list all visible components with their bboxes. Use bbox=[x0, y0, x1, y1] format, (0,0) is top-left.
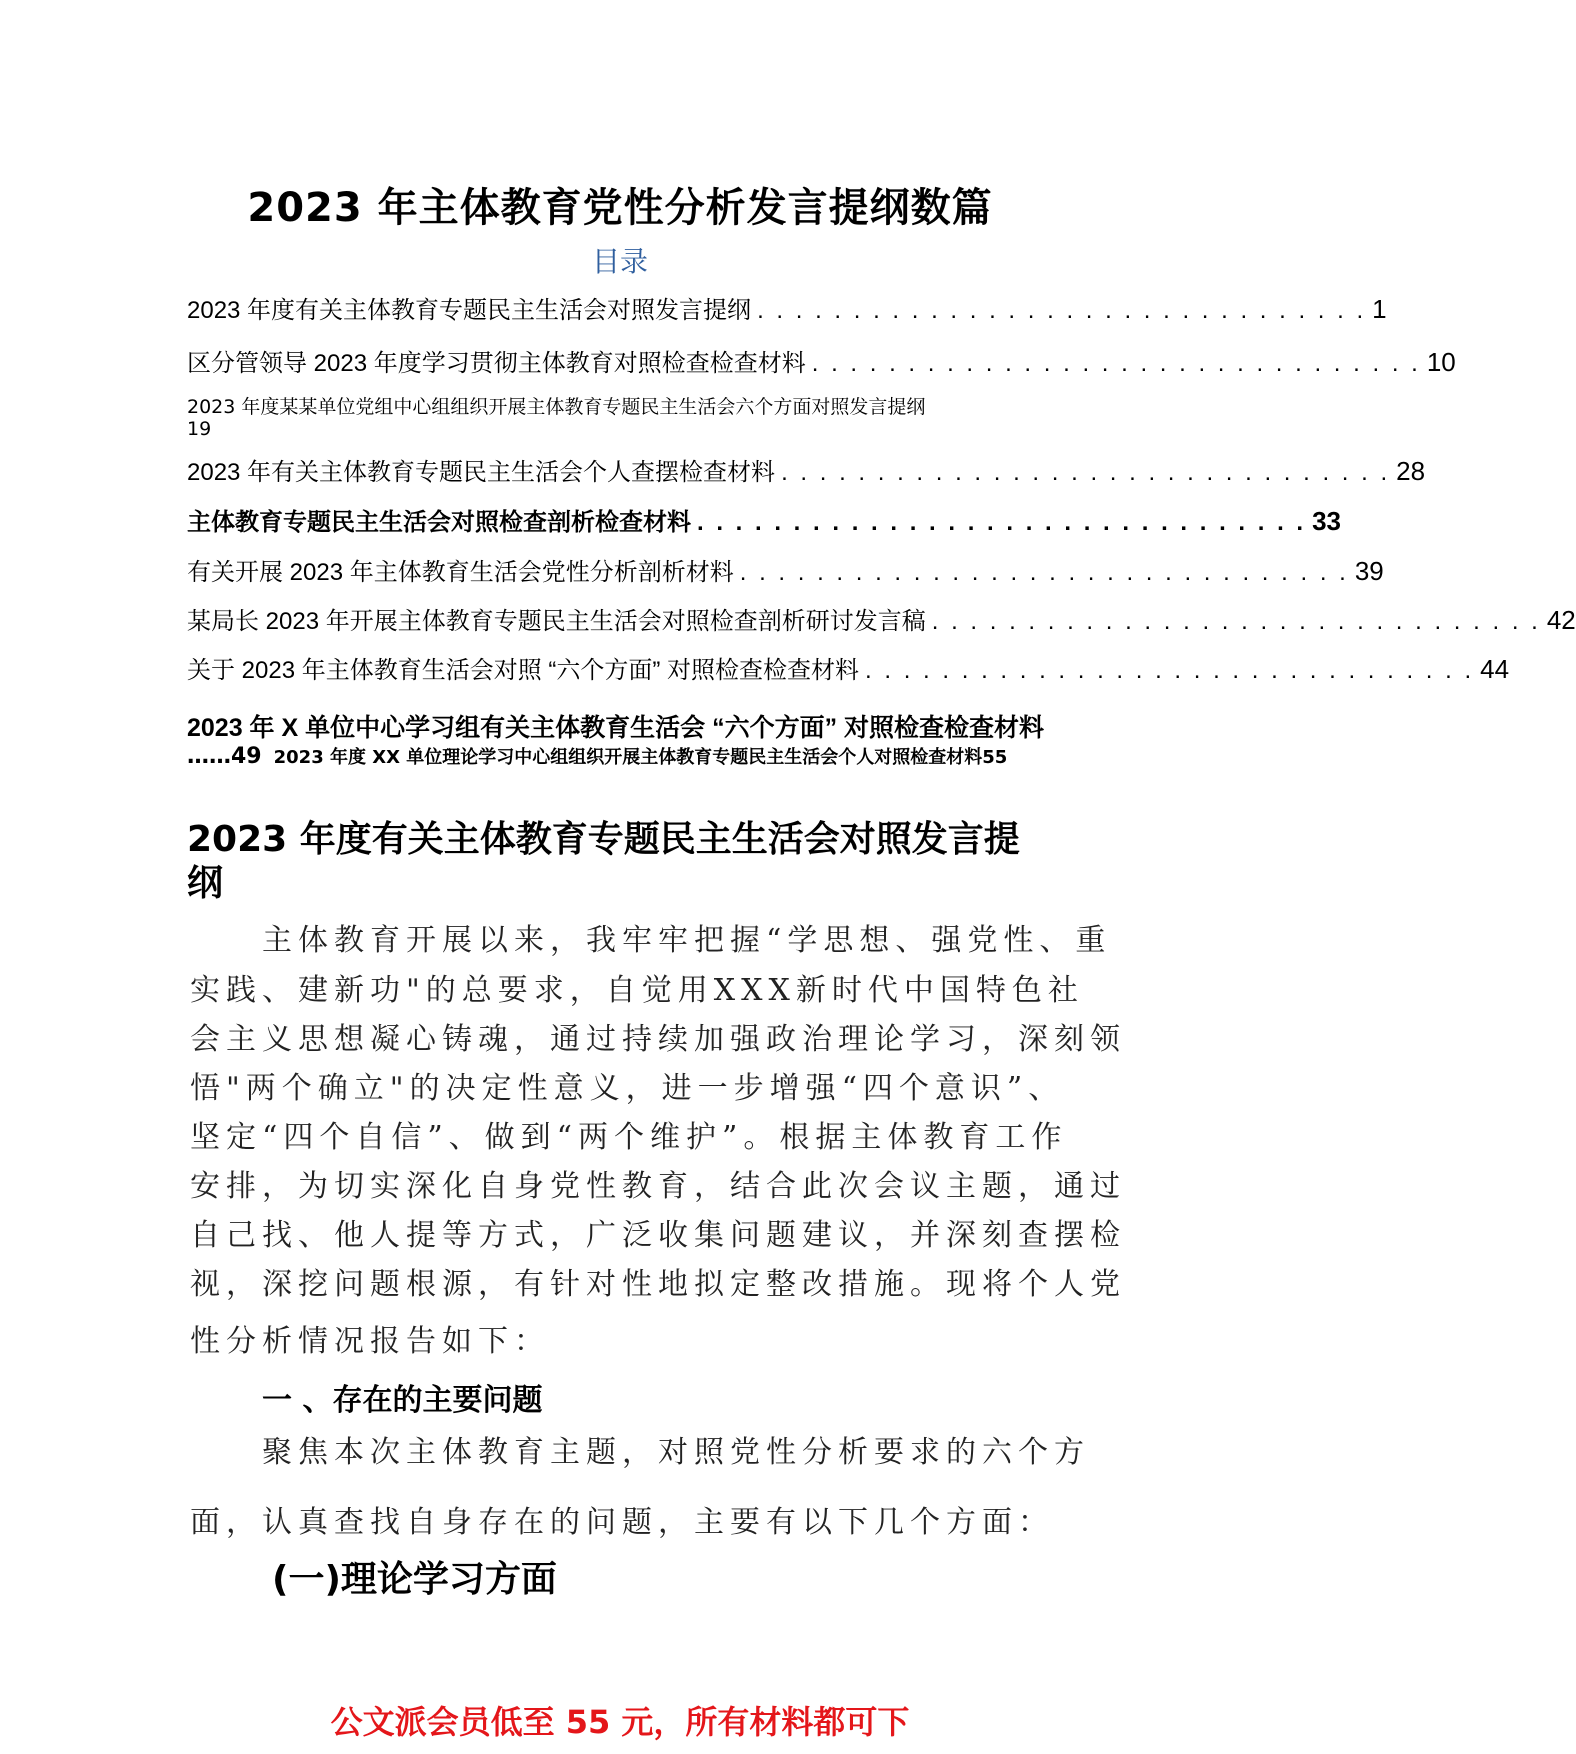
footer-advertisement[interactable]: 公文派会员低至 55 元，所有材料都可下 bbox=[330, 1703, 910, 1741]
toc-leader: . . . . . . . . . . . . . . . . . . . . . . . . . . . . . . . . bbox=[739, 559, 1349, 586]
toc-page-number: 28 bbox=[1396, 456, 1426, 486]
toc-entry[interactable] bbox=[187, 396, 1047, 440]
toc-entry[interactable] bbox=[187, 290, 1387, 325]
toc-entry-title: 主体教育专题民主生活会对照检查剖析检查材料 bbox=[187, 509, 691, 536]
toc-page-number: 39 bbox=[1354, 556, 1384, 586]
toc-entry-title: 2023 年度某某单位党组中心组组织开展主体教育专题民主生活会六个方面对照发言提纲 bbox=[187, 396, 926, 418]
toc-entry-title: 2023 年 X 单位中心学习组有关主体教育生活会 “六个方面” 对照检查检查材料 bbox=[187, 714, 1045, 742]
toc-entry[interactable] bbox=[187, 650, 1510, 685]
toc-entry-title: 2023 年度有关主体教育专题民主生活会对照发言提纲 bbox=[187, 297, 752, 324]
toc-entry[interactable] bbox=[187, 502, 1342, 537]
toc-page-number: 44 bbox=[1480, 654, 1510, 684]
subheading-theory-study: (一)理论学习方面 bbox=[272, 1559, 557, 1600]
toc-entry[interactable] bbox=[187, 452, 1426, 487]
paragraph-line: 自己找、他人提等方式，广泛收集问题建议，并深刻查摆检 bbox=[190, 1218, 1126, 1253]
paragraph-line: 视，深挖问题根源，有针对性地拟定整改措施。现将个人党 bbox=[190, 1267, 1126, 1302]
toc-leader: . . . . . . . . . . . . . . . . . . . . . . . . . . . . . . . . bbox=[697, 509, 1307, 536]
toc-page-number: 1 bbox=[1372, 294, 1387, 324]
toc-entry-title: 某局长 2023 年开展主体教育专题民主生活会对照检查剖析研讨发言稿 bbox=[187, 608, 926, 635]
toc-page-number: 19 bbox=[187, 418, 212, 440]
toc-page-number: 33 bbox=[1312, 506, 1342, 536]
document-title: 2023 年主体教育党性分析发言提纲数篇 bbox=[247, 185, 993, 231]
toc-heading[interactable]: 目录 bbox=[591, 245, 648, 278]
toc-leader: . . . . . . . . . . . . . . . . . . . . . . . . . . . . . . . . bbox=[757, 297, 1367, 324]
paragraph-line: 坚定“四个自信”、做到“两个维护”。根据主体教育工作 bbox=[190, 1120, 1068, 1155]
toc-leader: . . . . . . . . . . . . . . . . . . . . . . . . . . . . . . . . bbox=[865, 657, 1475, 684]
paragraph-line: 性分析情况报告如下： bbox=[190, 1324, 550, 1359]
toc-page-number: 55 bbox=[982, 747, 1008, 768]
toc-entry-title: 关于 2023 年主体教育生活会对照 “六个方面” 对照检查检查材料 bbox=[187, 657, 860, 684]
paragraph-line: 悟"两个确立"的决定性意义，进一步增强“四个意识”、 bbox=[190, 1071, 1065, 1106]
toc-entry-title: 2023 年度 XX 单位理论学习中心组组织开展主体教育专题民主生活会个人对照检查材料 bbox=[273, 747, 983, 768]
toc-entry[interactable] bbox=[187, 601, 1576, 636]
toc-leader: …… bbox=[187, 744, 231, 769]
heading-main-problems: 一 、存在的主要问题 bbox=[262, 1383, 543, 1418]
toc-page-number: 49 bbox=[231, 744, 262, 769]
paragraph-line: 会主义思想凝心铸魂，通过持续加强政治理论学习，深刻领 bbox=[190, 1022, 1126, 1057]
paragraph-line: 聚焦本次主体教育主题，对照党性分析要求的六个方 bbox=[262, 1435, 1090, 1470]
toc-entry[interactable] bbox=[187, 552, 1384, 587]
toc-page-number: 10 bbox=[1426, 347, 1456, 377]
paragraph-line: 安排，为切实深化自身党性教育，结合此次会议主题，通过 bbox=[190, 1169, 1126, 1204]
toc-entry[interactable] bbox=[187, 708, 1044, 744]
paragraph-line: 面，认真查找自身存在的问题，主要有以下几个方面： bbox=[190, 1505, 1054, 1540]
toc-leader: . . . . . . . . . . . . . . . . . . . . . . . . . . . . . . . . bbox=[811, 350, 1421, 377]
toc-entry-title: 有关开展 2023 年主体教育生活会党性分析剖析材料 bbox=[187, 559, 734, 586]
toc-leader: . . . . . . . . . . . . . . . . . . . . . . . . . . . . . . . . bbox=[931, 608, 1541, 635]
paragraph-line: 实践、建新功"的总要求，自觉用XXX新时代中国特色社 bbox=[190, 973, 1084, 1008]
toc-entry-title: 区分管领导 2023 年度学习贯彻主体教育对照检查检查材料 bbox=[187, 350, 806, 377]
toc-entry-title: 2023 年有关主体教育专题民主生活会个人查摆检查材料 bbox=[187, 459, 776, 486]
toc-page-number: 42 bbox=[1546, 605, 1576, 635]
paragraph-line: 主体教育开展以来，我牢牢把握“学思想、强党性、重 bbox=[262, 923, 1112, 958]
toc-entry[interactable] bbox=[187, 746, 1047, 769]
section-title: 2023 年度有关主体教育专题民主生活会对照发言提纲 bbox=[187, 819, 1020, 904]
toc-leader: . . . . . . . . . . . . . . . . . . . . . . . . . . . . . . . . bbox=[781, 459, 1391, 486]
toc-entry[interactable] bbox=[187, 343, 1456, 378]
